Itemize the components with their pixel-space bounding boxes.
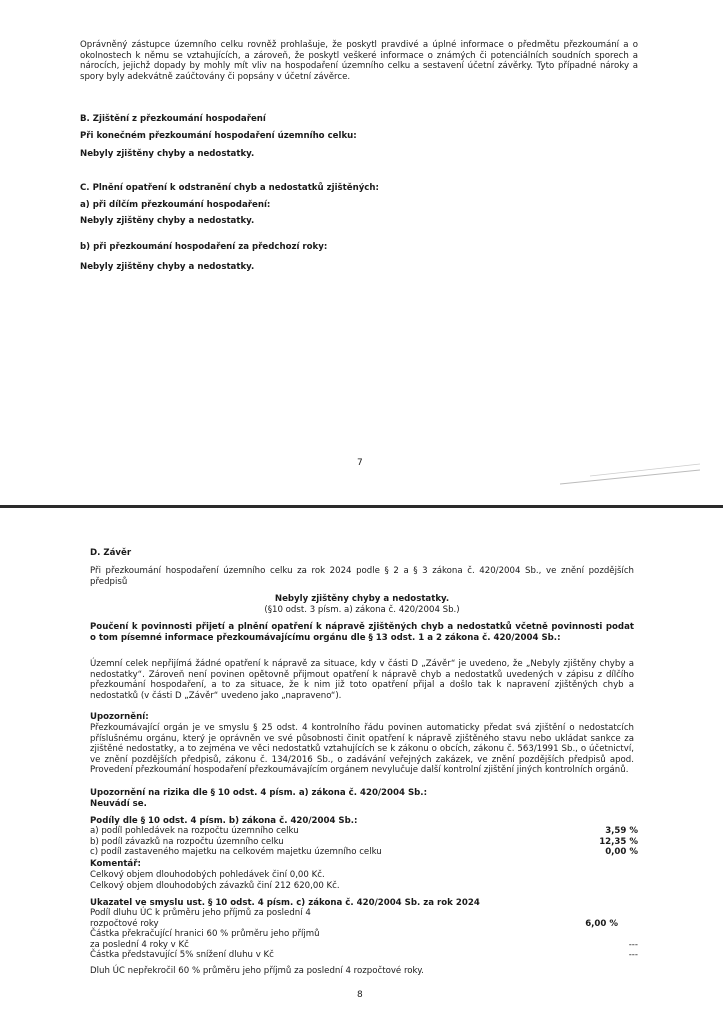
shares-list [90,826,638,858]
section-b-result: Nebyly zjištěny chyby a nedostatky. [80,149,255,159]
exceed-value: --- [628,939,638,950]
indicator-block [90,908,638,961]
share-row [90,837,638,848]
scan-crease-mark [560,462,700,492]
section-c-b-label: b) při přezkoumání hospodaření za předchozí roky: [80,242,328,252]
indicator-label-line1: Podíl dluhu ÚC k průměru jeho příjmů za poslední 4 [90,908,311,918]
reduction-label: Částka představující 5% snížení dluhu v Kč [90,950,274,961]
final-statement: Dluh ÚC nepřekročil 60 % průměru jeho příjmů za poslední 4 rozpočtové roky. [90,966,424,976]
risk-heading: Upozornění na rizika dle § 10 odst. 4 písm. a) zákona č. 420/2004 Sb.: [90,788,428,798]
comment-line: Celkový objem dlouhodobých pohledávek činí 0,00 Kč. [90,870,325,880]
share-label: a) podíl pohledávek na rozpočtu územního celku [90,826,299,836]
conclusion-title: Nebyly zjištěny chyby a nedostatky. [274,594,450,604]
share-value: 12,35 % [599,836,638,847]
instruction-text: Územní celek nepřijímá žádné opatření k nápravě za situace, kdy v části D „Závěr“ je uvedeno, že „Nebyly zjištěny chyby a nedostatky“. Zároveň není povinen opětovně přijmout opatření k nápravě chyb a nedostatků uvedených v zápisu z dílčího přezkoumání hospodaření, a to za situace, že k nim již toto opatření přijal a došlo tak k napravení zjištěných chyb a nedostatků (v části D „Závěr“ uvedeno jako „napraveno“). [90,659,634,701]
comment-heading: Komentář: [90,859,141,869]
indicator-row [90,919,638,930]
exceed-row [90,940,638,951]
section-c-heading: C. Plnění opatření k odstranění chyb a nedostatků zjištěných: [80,183,379,193]
page-8 [0,508,723,1024]
page-number: 8 [357,990,363,1000]
page-number: 7 [357,458,363,468]
reduction-value: --- [628,950,638,961]
share-value: 3,59 % [605,826,638,836]
section-d-heading: D. Závěr [90,548,132,558]
section-d-intro: Při přezkoumání hospodaření územního celku za rok 2024 podle § 2 a § 3 zákona č. 420/2004 Sb., ve znění pozdějších předpisů [90,566,634,587]
section-b-heading: B. Zjištění z přezkoumání hospodaření [80,114,266,124]
warning-heading: Upozornění: [90,712,149,722]
share-row [90,847,638,858]
section-c-b-result: Nebyly zjištěny chyby a nedostatky. [80,262,255,272]
conclusion-reference: (§10 odst. 3 písm. a) zákona č. 420/2004 Sb.) [264,605,460,615]
indicator-value: 6,00 % [585,918,618,929]
intro-paragraph: Oprávněný zástupce územního celku rovněž prohlašuje, že poskytl pravdivé a úplné informace o předmětu přezkoumání a o okolnostech k němu se vztahujících, a zároveň, že poskytl veškeré informace o známých či potenciálních soudních sporech a nárocích, jejichž dopady by mohly mít vliv na hospodaření územního celku a sestavení účetní závěrky. Tyto případné nároky a spory byly adekvátně zaúčtovány či popsány v účetní závěrce. [80,40,638,82]
section-b-subheading: Při konečném přezkoumání hospodaření územního celku: [80,131,357,141]
share-label: c) podíl zastaveného majetku na celkovém majetku územního celku [90,847,382,858]
indicator-heading: Ukazatel ve smyslu ust. § 10 odst. 4 písm. c) zákona č. 420/2004 Sb. za rok 2024 [90,898,480,908]
share-value: 0,00 % [605,847,638,858]
section-c-a-result: Nebyly zjištěny chyby a nedostatky. [80,216,255,226]
section-c-a-label: a) při dílčím přezkoumání hospodaření: [80,200,271,210]
share-row [90,826,638,837]
warning-text: Přezkoumávající orgán je ve smyslu § 25 odst. 4 kontrolního řádu povinen automaticky předat svá zjištění o nedostatcích příslušnému orgánu, který je oprávněn ve své působnosti činit opatření k nápravě zjištěného stavu nebo ukládat sankce za zjištěné nedostatky, a to zejména ve věci nedostatků vztahujících se k zákonu o obcích, zákonu č. 563/1991 Sb., o účetnictví, ve znění pozdějších předpisů, zákonu č. 134/2016 Sb., o zadávání veřejných zakázek, ve znění pozdějších předpisů apod. Provedení přezkoumání hospodaření přezkoumávajícím orgánem nevylučuje další kontrolní zjištění jiných kontrolních orgánů. [90,723,634,776]
exceed-label-line2: za poslední 4 roky v Kč [90,939,189,950]
page-7 [0,0,723,505]
comment-line: Celkový objem dlouhodobých závazků činí 212 620,00 Kč. [90,881,340,891]
shares-heading: Podíly dle § 10 odst. 4 písm. b) zákona č. 420/2004 Sb.: [90,816,358,826]
reduction-row [90,950,638,961]
exceed-label-line1: Částka překračující hranici 60 % průměru jeho příjmů [90,929,320,940]
risk-text: Neuvádí se. [90,799,147,809]
indicator-label-line2: rozpočtové roky [90,918,159,929]
instruction-heading: Poučení k povinnosti přijetí a plnění opatření k nápravě zjištěných chyb a nedostatků včetně povinnosti podat o tom písemné informace přezkoumávajícímu orgánu dle § 13 odst. 1 a 2 zákona č. 420/2004 Sb.: [90,622,634,643]
share-label: b) podíl závazků na rozpočtu územního celku [90,836,284,847]
